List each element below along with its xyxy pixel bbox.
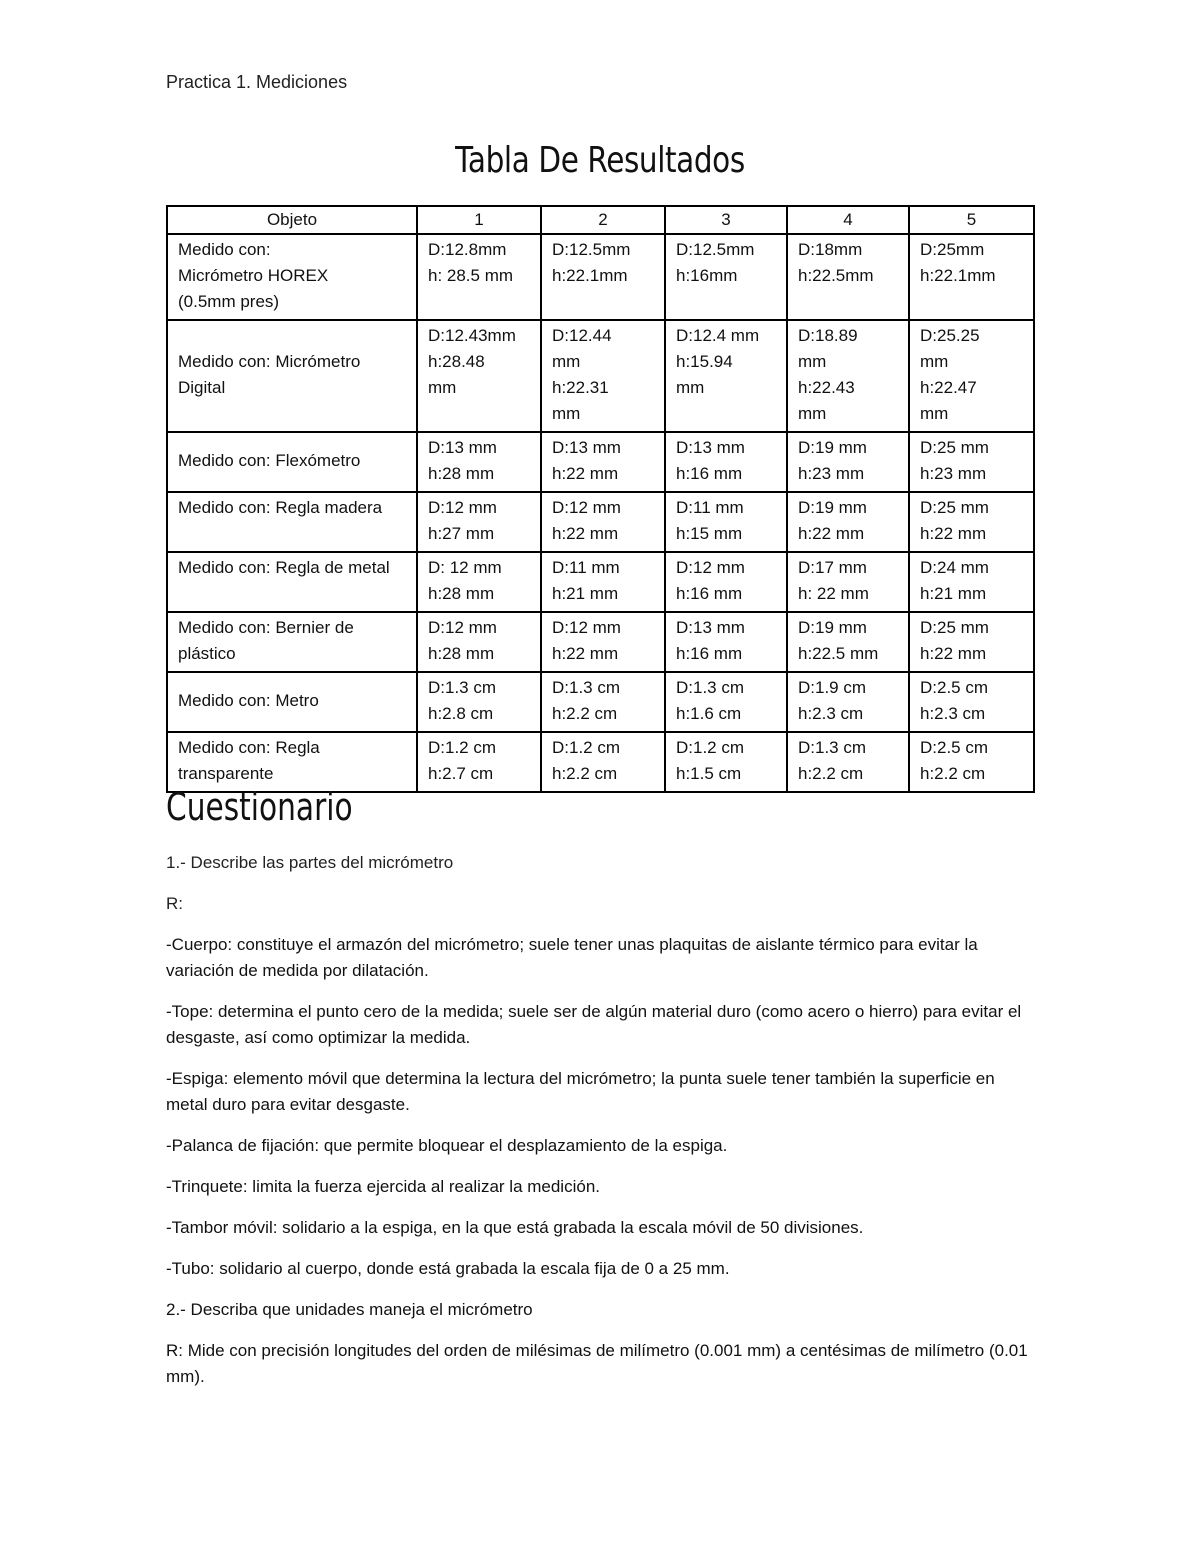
table-cell: D:12.8mm h: 28.5 mm xyxy=(417,234,541,320)
table-row xyxy=(167,234,1034,320)
row-label: Medido con: Micrómetro HOREX (0.5mm pres) xyxy=(167,234,417,320)
table-cell: D:13 mm h:16 mm xyxy=(665,432,787,492)
table-cell: D: 12 mm h:28 mm xyxy=(417,552,541,612)
table-row xyxy=(167,552,1034,612)
table-cell: D:1.3 cm h:1.6 cm xyxy=(665,672,787,732)
row-label: Medido con: Regla transparente xyxy=(167,732,417,792)
table-cell: D:13 mm h:16 mm xyxy=(665,612,787,672)
table-row xyxy=(167,732,1034,792)
row-label: Medido con: Flexómetro xyxy=(167,432,417,492)
table-cell: D:1.2 cm h:2.7 cm xyxy=(417,732,541,792)
table-cell: D:19 mm h:22 mm xyxy=(787,492,909,552)
table-cell: D:1.9 cm h:2.3 cm xyxy=(787,672,909,732)
table-cell: D:2.5 cm h:2.2 cm xyxy=(909,732,1034,792)
question-1: 1.- Describe las partes del micrómetro xyxy=(166,853,454,872)
table-cell: D:25 mm h:23 mm xyxy=(909,432,1034,492)
table-cell: D:1.3 cm h:2.8 cm xyxy=(417,672,541,732)
table-cell: D:25.25 mm h:22.47 mm xyxy=(909,320,1034,432)
section-title: Cuestionario xyxy=(166,785,353,829)
table-cell: D:12 mm h:22 mm xyxy=(541,492,665,552)
table-cell: D:25mm h:22.1mm xyxy=(909,234,1034,320)
table-cell: D:2.5 cm h:2.3 cm xyxy=(909,672,1034,732)
part-description: -Tubo: solidario al cuerpo, donde está grabada la escala fija de 0 a 25 mm. xyxy=(166,1259,730,1278)
table-row xyxy=(167,672,1034,732)
table-title: Tabla De Resultados xyxy=(455,140,745,181)
table-row xyxy=(167,492,1034,552)
table-cell: D:13 mm h:28 mm xyxy=(417,432,541,492)
part-description: -Tope: determina el punto cero de la medida; suele ser de algún material duro (como acero o hierro) para evitar el desgaste, así como optimizar la medida. xyxy=(166,1002,1022,1047)
column-header-5: 5 xyxy=(909,206,1034,234)
results-table xyxy=(166,205,1035,793)
table-cell: D:19 mm h:22.5 mm xyxy=(787,612,909,672)
questionnaire xyxy=(166,850,1036,1405)
table-cell: D:24 mm h:21 mm xyxy=(909,552,1034,612)
table-cell: D:12.5mm h:16mm xyxy=(665,234,787,320)
row-label: Medido con: Bernier de plástico xyxy=(167,612,417,672)
column-header-1: 1 xyxy=(417,206,541,234)
table-cell: D:12 mm h:22 mm xyxy=(541,612,665,672)
table-cell: D:19 mm h:23 mm xyxy=(787,432,909,492)
page-header: Practica 1. Mediciones xyxy=(166,72,348,92)
row-label: Medido con: Micrómetro Digital xyxy=(167,320,417,432)
part-description: -Palanca de fijación: que permite bloquear el desplazamiento de la espiga. xyxy=(166,1136,728,1155)
table-cell: D:12.4 mm h:15.94 mm xyxy=(665,320,787,432)
table-row xyxy=(167,432,1034,492)
table-cell: D:17 mm h: 22 mm xyxy=(787,552,909,612)
table-cell: D:12 mm h:16 mm xyxy=(665,552,787,612)
table-cell: D:12 mm h:28 mm xyxy=(417,612,541,672)
part-description: -Cuerpo: constituye el armazón del micrómetro; suele tener unas plaquitas de aislante térmico para evitar la variación de medida por dilatación. xyxy=(166,935,978,980)
answer-label: R: xyxy=(166,894,183,913)
question-2: 2.- Describa que unidades maneja el micrómetro xyxy=(166,1300,533,1319)
table-cell: D:11 mm h:15 mm xyxy=(665,492,787,552)
part-description: -Tambor móvil: solidario a la espiga, en la que está grabada la escala móvil de 50 divisiones. xyxy=(166,1218,864,1237)
table-cell: D:1.3 cm h:2.2 cm xyxy=(541,672,665,732)
table-cell: D:12.43mm h:28.48 mm xyxy=(417,320,541,432)
table-cell: D:25 mm h:22 mm xyxy=(909,612,1034,672)
table-cell: D:1.3 cm h:2.2 cm xyxy=(787,732,909,792)
answer-2: R: Mide con precisión longitudes del orden de milésimas de milímetro (0.001 mm) a centésimas de milímetro (0.01 mm). xyxy=(166,1341,1028,1386)
row-label: Medido con: Metro xyxy=(167,672,417,732)
table-header-row xyxy=(167,206,1034,234)
table-cell: D:1.2 cm h:1.5 cm xyxy=(665,732,787,792)
column-header-4: 4 xyxy=(787,206,909,234)
table-cell: D:13 mm h:22 mm xyxy=(541,432,665,492)
part-description: -Trinquete: limita la fuerza ejercida al realizar la medición. xyxy=(166,1177,600,1196)
table-cell: D:18mm h:22.5mm xyxy=(787,234,909,320)
column-header-3: 3 xyxy=(665,206,787,234)
table-cell: D:12 mm h:27 mm xyxy=(417,492,541,552)
table-cell: D:12.44 mm h:22.31 mm xyxy=(541,320,665,432)
row-label: Medido con: Regla de metal xyxy=(167,552,417,612)
table-cell: D:11 mm h:21 mm xyxy=(541,552,665,612)
table-cell: D:1.2 cm h:2.2 cm xyxy=(541,732,665,792)
table-cell: D:18.89 mm h:22.43 mm xyxy=(787,320,909,432)
table-cell: D:25 mm h:22 mm xyxy=(909,492,1034,552)
column-header-objeto: Objeto xyxy=(167,206,417,234)
part-description: -Espiga: elemento móvil que determina la lectura del micrómetro; la punta suele tener también la superficie en metal duro para evitar desgaste. xyxy=(166,1069,995,1114)
table-cell: D:12.5mm h:22.1mm xyxy=(541,234,665,320)
column-header-2: 2 xyxy=(541,206,665,234)
table-row xyxy=(167,612,1034,672)
row-label: Medido con: Regla madera xyxy=(167,492,417,552)
table-row xyxy=(167,320,1034,432)
